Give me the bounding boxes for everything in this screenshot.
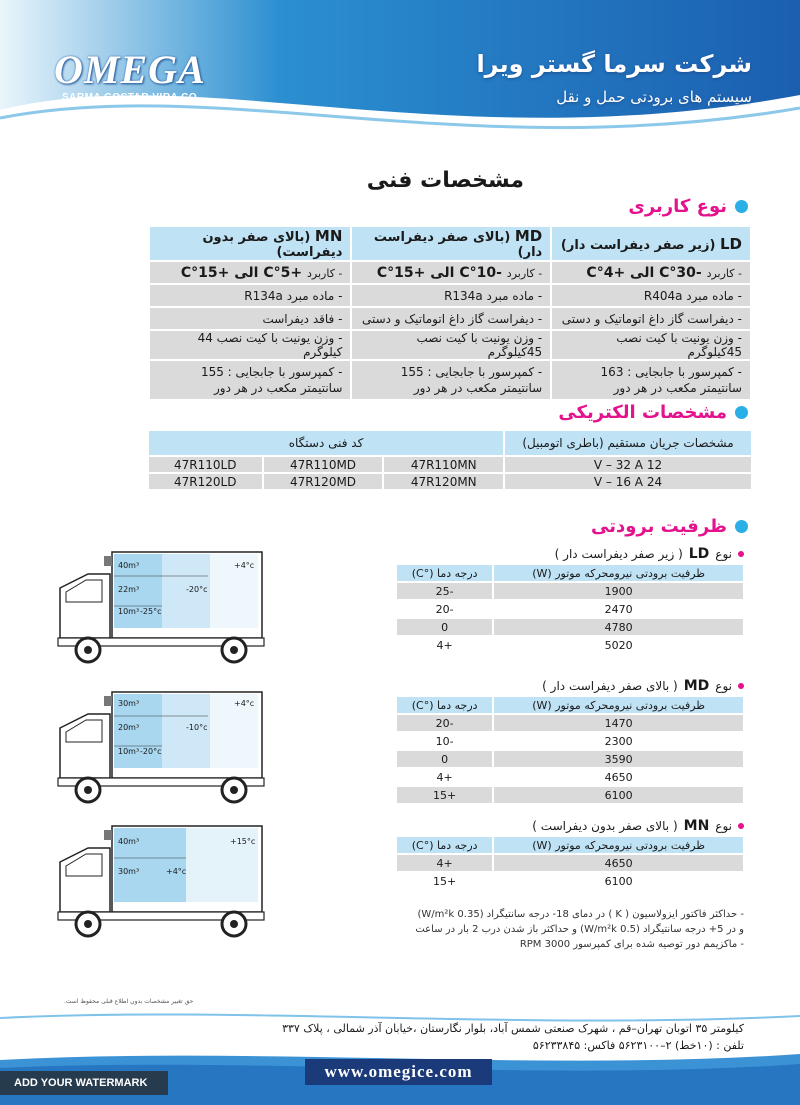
capacity-mn-label: نوع MN ( بالای صفر بدون دیفراست )	[532, 818, 744, 834]
usage-weight-row	[150, 331, 750, 359]
section-electrical-heading	[558, 402, 748, 423]
electrical-header-row	[148, 430, 752, 456]
truck-temp-label: +4°c	[166, 867, 187, 876]
truck-temp-label: +4°c	[234, 561, 255, 570]
capacity-col-temp: درجه دما (°C)	[396, 564, 493, 582]
truck-temp-label: -25°c	[140, 607, 162, 616]
usage-cell: - دیفراست گاز داغ اتوماتیک و دستی	[352, 308, 550, 329]
capacity-md-label: نوع MD ( بالای صفر دیفراست دار )	[542, 678, 744, 694]
table-row: 1900 -25	[396, 582, 744, 600]
capacity-header-row	[396, 564, 744, 582]
usage-temp-row	[150, 262, 750, 283]
bullet-icon	[735, 520, 748, 533]
truck-ld-illustration	[48, 548, 268, 666]
usage-col-mn: MN (بالای صفر بدون دیفراست)	[150, 227, 350, 260]
table-row: 3590 0	[396, 750, 744, 768]
address-line: کیلومتر ۳۵ اتوبان تهران–قم ، شهرک صنعتی شمس آباد، بلوار نگارستان ،خیابان آذر شمالی ، پلاک ۳۳۷	[282, 1022, 744, 1035]
truck-box-label: 10m³	[118, 607, 140, 616]
table-row: 4650 +4	[396, 854, 744, 872]
usage-col-md: MD (بالای صفر دیفراست دار)	[352, 227, 550, 260]
section-electrical-title: مشخصات الکتریکی	[558, 402, 727, 423]
usage-cell: - کمپرسور با جابجایی : 163 سانتیمتر مکعب در هر دور	[552, 361, 750, 399]
section-usage-title: نوع کاربری	[628, 196, 727, 217]
watermark-badge: ADD YOUR WATERMARK	[0, 1071, 168, 1095]
usage-col-ld: LD (زیر صفر دیفراست دار)	[552, 227, 750, 260]
truck-box-label: 40m³	[118, 837, 140, 846]
usage-cell: - ماده مبرد R134a	[352, 285, 550, 306]
table-row: 5020 +4	[396, 636, 744, 654]
note-line: و در 5+ درجه سانتیگراد (0.5 W/m²k) و حداکثر باز شدن درب 2 بار در ساعت	[415, 924, 744, 935]
capacity-col-power: ظرفیت برودتی نیرومحرکه موتور (W)	[493, 696, 744, 714]
note-line: - ماکزیمم دور توصیه شده برای کمپرسور 3000 RPM	[519, 939, 744, 950]
usage-compressor-row	[150, 361, 750, 399]
truck-temp-label: +4°c	[234, 699, 255, 708]
section-usage-heading	[628, 196, 748, 217]
usage-cell: - کاربرد -10°C الی +15°C	[352, 262, 550, 283]
electrical-code-cell: 47R120LD	[148, 473, 263, 490]
table-row: 6100 +15	[396, 872, 744, 890]
notes	[324, 907, 744, 952]
table-row: 1470 -20	[396, 714, 744, 732]
electrical-code-cell: 47R110LD	[148, 456, 263, 473]
bullet-icon	[738, 551, 744, 557]
truck-temp-label: -20°c	[186, 585, 208, 594]
bullet-icon	[738, 683, 744, 689]
capacity-col-power: ظرفیت برودتی نیرومحرکه موتور (W)	[493, 836, 744, 854]
truck-box-label: 10m³	[118, 747, 140, 756]
capacity-col-temp: درجه دما (°C)	[396, 836, 493, 854]
usage-header-row	[150, 227, 750, 260]
truck-box-label: 30m³	[118, 699, 140, 708]
capacity-header-row	[396, 836, 744, 854]
page-title: مشخصات فنی	[366, 168, 524, 193]
electrical-code-cell: 47R110MD	[263, 456, 384, 473]
table-row	[148, 456, 752, 473]
truck-temp-label: -10°c	[186, 723, 208, 732]
capacity-ld-label: نوع LD ( زیر صفر دیفراست دار )	[555, 546, 744, 562]
company-address	[144, 1020, 744, 1054]
table-row: 4780 0	[396, 618, 744, 636]
truck-box-label: 30m³	[118, 867, 140, 876]
electrical-code-cell: 47R110MN	[383, 456, 504, 473]
bullet-icon	[735, 200, 748, 213]
bullet-icon	[738, 823, 744, 829]
header-banner	[0, 0, 800, 150]
table-row: 6100 +15	[396, 786, 744, 804]
website-link[interactable]: www.omegice.com	[305, 1059, 492, 1085]
section-capacity-heading	[591, 516, 748, 537]
electrical-power-cell: 24 V – 16 A	[504, 473, 752, 490]
electrical-col-code: کد فنی دستگاه	[148, 430, 504, 456]
electrical-code-cell: 47R120MN	[383, 473, 504, 490]
usage-cell: - وزن یونیت با کیت نصب 45کیلوگرم	[352, 331, 550, 359]
capacity-header-row	[396, 696, 744, 714]
logo-wordmark: OMEGA	[54, 47, 206, 92]
truck-md-illustration	[48, 688, 268, 806]
usage-cell: - کاربرد -30°C الی +4°C	[552, 262, 750, 283]
capacity-mn-table	[396, 836, 744, 890]
electrical-code-cell: 47R120MD	[263, 473, 384, 490]
electrical-col-power: مشخصات جریان مستقیم (باطری اتومبیل)	[504, 430, 752, 456]
logo-subtitle: SARMA GOSTAR VIRA CO.	[62, 92, 201, 103]
truck-temp-label: -20°c	[140, 747, 162, 756]
company-tagline: سیستم های برودتی حمل و نقل	[556, 88, 752, 106]
legal-note: حق تغییر مشخصات بدون اطلاع قبلی محفوظ است.	[64, 998, 194, 1005]
truck-box-label: 22m³	[118, 585, 140, 594]
company-name: شرکت سرما گستر ویرا	[476, 50, 752, 78]
capacity-col-power: ظرفیت برودتی نیرومحرکه موتور (W)	[493, 564, 744, 582]
usage-cell: - کمپرسور با جابجایی : 155 سانتیمتر مکعب در هر دور	[352, 361, 550, 399]
capacity-col-temp: درجه دما (°C)	[396, 696, 493, 714]
usage-cell: - وزن یونیت با کیت نصب 44 کیلوگرم	[150, 331, 350, 359]
truck-mn-illustration	[48, 822, 268, 940]
section-capacity-title: ظرفیت برودتی	[591, 516, 727, 537]
usage-cell: - کاربرد +5°C الی +15°C	[150, 262, 350, 283]
bullet-icon	[735, 406, 748, 419]
table-row: 2470 -20	[396, 600, 744, 618]
usage-cell: - ماده مبرد R134a	[150, 285, 350, 306]
usage-cell: - دیفراست گاز داغ اتوماتیک و دستی	[552, 308, 750, 329]
usage-cell: - کمپرسور با جابجایی : 155 سانتیمتر مکعب در هر دور	[150, 361, 350, 399]
table-row	[148, 473, 752, 490]
capacity-ld-table	[396, 564, 744, 654]
omega-logo	[50, 46, 228, 110]
electrical-power-cell: 12 V – 32 A	[504, 456, 752, 473]
usage-spec-table	[148, 225, 752, 401]
truck-temp-label: +15°c	[230, 837, 256, 846]
usage-refrigerant-row	[150, 285, 750, 306]
usage-cell: - وزن یونیت با کیت نصب 45کیلوگرم	[552, 331, 750, 359]
note-line: - حداکثر فاکتور ایزولاسیون ( K ) در دمای 18- درجه سانتیگراد (0.35 W/m²k)	[417, 909, 744, 920]
usage-cell: - ماده مبرد R404a	[552, 285, 750, 306]
table-row: 2300 -10	[396, 732, 744, 750]
phone-line: تلفن : (۱۰خط) ۲–۵۶۲۳۱۰۰ فاکس: ۵۶۲۳۳۸۴۵	[532, 1039, 744, 1052]
capacity-md-table	[396, 696, 744, 804]
truck-box-label: 40m³	[118, 561, 140, 570]
electrical-table	[148, 430, 752, 490]
usage-defrost-row	[150, 308, 750, 329]
table-row: 4650 +4	[396, 768, 744, 786]
truck-box-label: 20m³	[118, 723, 140, 732]
usage-cell: - فاقد دیفراست	[150, 308, 350, 329]
